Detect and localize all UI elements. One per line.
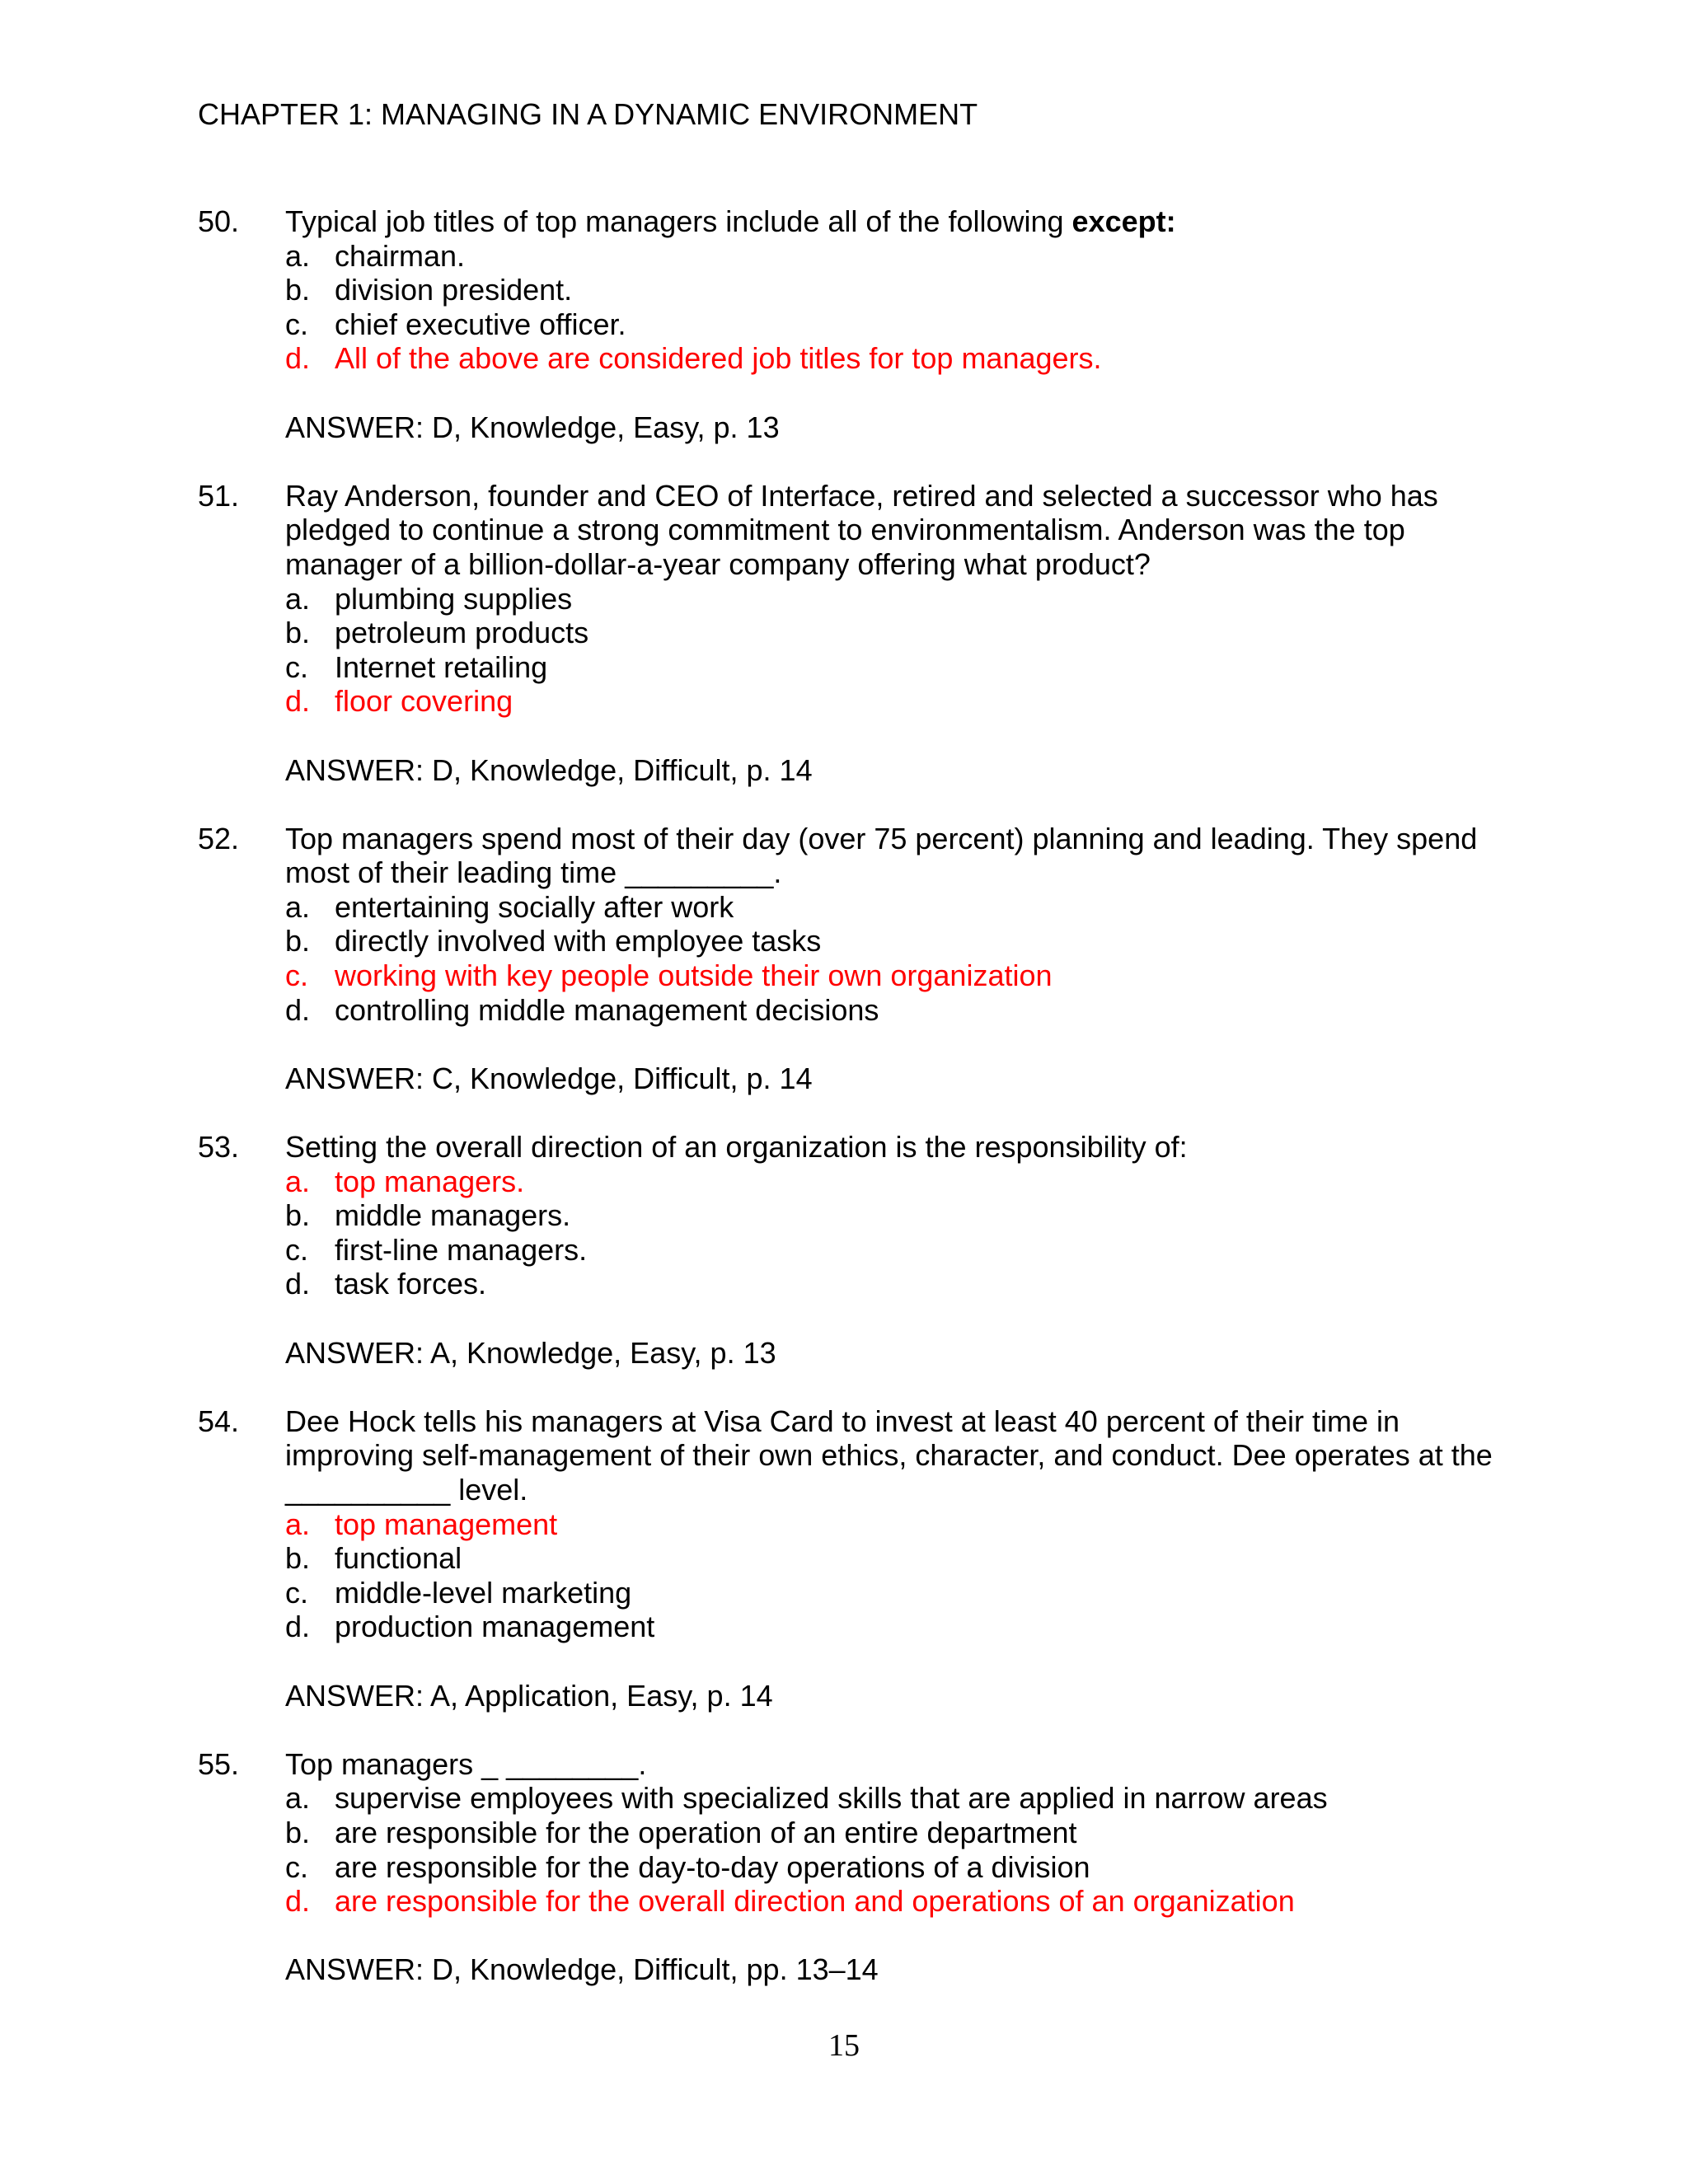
question-number: 53. xyxy=(198,1130,240,1165)
option-a: a. plumbing supplies xyxy=(285,581,573,616)
option-list xyxy=(285,239,1500,376)
answer-line: ANSWER: D, Knowledge, Difficult, pp. 13–14 xyxy=(285,1952,879,1987)
option-d: d. All of the above are considered job titles for top managers. xyxy=(285,341,1102,376)
question-55 xyxy=(198,1747,1500,1987)
chapter-header: CHAPTER 1: MANAGING IN A DYNAMIC ENVIRONMENT xyxy=(198,97,978,131)
option-d: d. production management xyxy=(285,1610,655,1644)
option-b: b. division president. xyxy=(285,273,573,307)
option-b: b. are responsible for the operation of an entire department xyxy=(285,1815,1077,1849)
answer-line: ANSWER: A, Knowledge, Easy, p. 13 xyxy=(285,1335,776,1370)
option-list xyxy=(285,1507,1500,1644)
question-number: 50. xyxy=(198,204,240,238)
option-a: a. supervise employees with specialized skills that are applied in narrow areas xyxy=(285,1781,1328,1816)
option-b: b. petroleum products xyxy=(285,616,589,650)
option-d: d. task forces. xyxy=(285,1267,487,1301)
option-a: a. top managers. xyxy=(285,1164,525,1198)
option-a: a. entertaining socially after work xyxy=(285,889,734,924)
question-stem: Dee Hock tells his managers at Visa Card to invest at least 40 percent of their time in improving self-management of their own ethics, character, and conduct. Dee operates at the __________ level. xyxy=(285,1404,1493,1507)
question-stem: Top managers _ ________. xyxy=(285,1746,647,1781)
option-list xyxy=(285,890,1500,1027)
question-50 xyxy=(198,204,1500,444)
option-c: c. are responsible for the day-to-day operations of a division xyxy=(285,1849,1090,1884)
page-number: 15 xyxy=(828,2028,860,2063)
question-stem: Top managers spend most of their day (over 75 percent) planning and leading. They spend most of their leading time _________. xyxy=(285,821,1478,890)
option-list xyxy=(285,1165,1500,1301)
question-52 xyxy=(198,822,1500,1096)
question-54 xyxy=(198,1404,1500,1713)
question-number: 51. xyxy=(198,478,240,513)
option-b: b. functional xyxy=(285,1541,462,1576)
option-b: b. middle managers. xyxy=(285,1198,571,1233)
answer-line: ANSWER: A, Application, Easy, p. 14 xyxy=(285,1678,773,1713)
option-c: c. chief executive officer. xyxy=(285,307,626,341)
option-d: d. controlling middle management decisions xyxy=(285,992,879,1027)
question-stem: Setting the overall direction of an organization is the responsibility of: xyxy=(285,1130,1188,1165)
question-53 xyxy=(198,1130,1500,1370)
option-c: c. Internet retailing xyxy=(285,649,548,684)
question-number: 54. xyxy=(198,1404,240,1438)
answer-line: ANSWER: D, Knowledge, Difficult, p. 14 xyxy=(285,752,813,787)
answer-line: ANSWER: C, Knowledge, Difficult, p. 14 xyxy=(285,1061,813,1095)
question-stem-emphasis: except: xyxy=(1071,204,1176,238)
option-d: d. floor covering xyxy=(285,684,513,719)
question-51 xyxy=(198,479,1500,787)
option-list xyxy=(285,582,1500,719)
option-c: c. first-line managers. xyxy=(285,1232,588,1267)
option-c: c. working with key people outside their own organization xyxy=(285,958,1053,993)
option-a: a. chairman. xyxy=(285,238,466,273)
question-stem: Typical job titles of top managers include all of the following except: xyxy=(285,204,1176,238)
option-b: b. directly involved with employee tasks xyxy=(285,924,822,958)
option-d: d. are responsible for the overall direction and operations of an organization xyxy=(285,1884,1295,1919)
option-list xyxy=(285,1781,1500,1918)
question-number: 52. xyxy=(198,821,240,855)
question-number: 55. xyxy=(198,1746,240,1781)
question-stem: Ray Anderson, founder and CEO of Interface, retired and selected a successor who has pledged to continue a strong commitment to environmentalism. Anderson was the top manager of a billion-dollar-a-year company offering what product? xyxy=(285,478,1438,581)
option-a: a. top management xyxy=(285,1507,558,1541)
answer-line: ANSWER: D, Knowledge, Easy, p. 13 xyxy=(285,410,780,444)
option-c: c. middle-level marketing xyxy=(285,1575,632,1610)
question-list xyxy=(198,204,1500,2021)
